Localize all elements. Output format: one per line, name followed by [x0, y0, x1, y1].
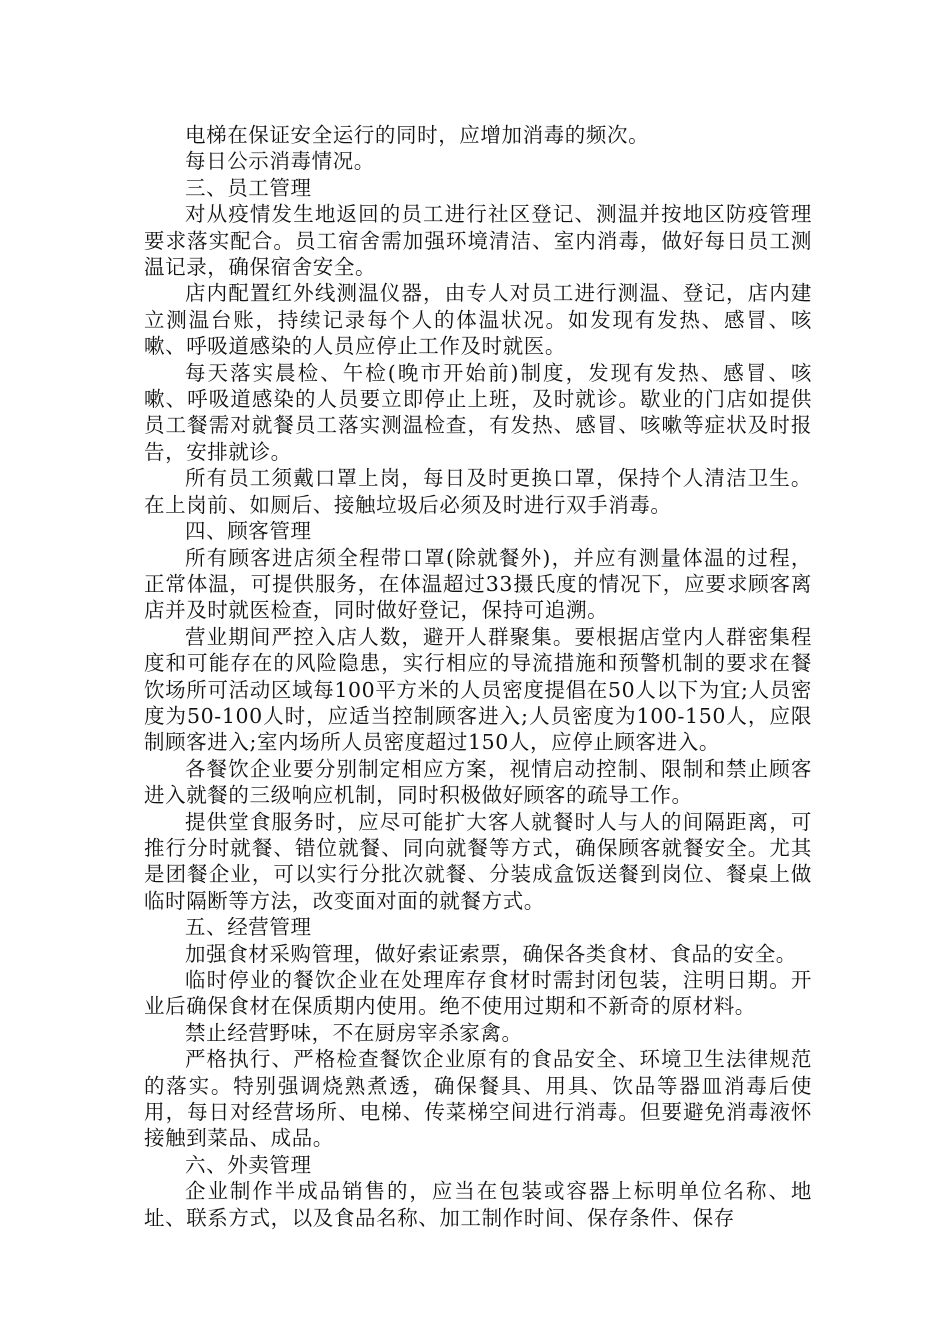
- paragraph-food-safety-rules: 严格执行、严格检查餐饮企业原有的食品安全、环境卫生法律规范的落实。特别强调烧熟煮透，确保餐具、用具、饮品等器皿消毒后使用，每日对经营场所、电梯、传菜梯空间进行消毒。但要避免消毒液怀接触到菜品、成品。: [144, 1047, 812, 1151]
- paragraph-dining-distance: 提供堂食服务时，应尽可能扩大客人就餐时人与人的间隔距离，可推行分时就餐、错位就餐、同向就餐等方式，确保顾客就餐安全。尤其是团餐企业，可以实行分批次就餐、分装成盒饭送餐到岗位、餐桌上做临时隔断等方法，改变面对面的就餐方式。: [144, 809, 812, 913]
- paragraph-wild-game-ban: 禁止经营野味，不在厨房宰杀家禽。: [185, 1020, 523, 1045]
- paragraph-daily-disinfection-notice: 每日公示消毒情况。: [185, 149, 375, 174]
- paragraph-semi-finished-labeling: 企业制作半成品销售的，应当在包装或容器上标明单位名称、地址、联系方式，以及食品名称、加工制作时间、保存条件、保存: [144, 1179, 812, 1230]
- document-body: [144, 122, 812, 1231]
- paragraph-stored-ingredients: 临时停业的餐饮企业在处理库存食材时需封闭包装，注明日期。开业后确保食材在保质期内使用。绝不使用过期和不新奇的原材料。: [144, 968, 812, 1019]
- paragraph-morning-check: 每天落实晨检、午检(晚市开始前)制度，发现有发热、感冒、咳嗽、呼吸道感染的人员要立即停止上班，及时就诊。歇业的门店如提供员工餐需对就餐员工落实测温检查，有发热、感冒、咳嗽等症状及时报告，安排就诊。: [144, 360, 812, 464]
- paragraph-customer-masks: 所有顾客进店须全程带口罩(除就餐外)，并应有测量体温的过程，正常体温，可提供服务，在体温超过33摄氏度的情况下，应要求顾客离店并及时就医检查，同时做好登记，保持可追溯。: [144, 545, 812, 623]
- paragraph-crowd-density: 营业期间严控入店人数，避开人群聚集。要根据店堂内人群密集程度和可能存在的风险隐患，实行相应的导流措施和预警机制的要求在餐饮场所可活动区域每100平方米的人员密度提倡在50人以下为宜;人员密度为50-100人时，应适当控制顾客进入;人员密度为100-150人，应限制顾客进入;室内场所人员密度超过150人，应停止顾客进入。: [144, 624, 812, 755]
- paragraph-returning-staff: 对从疫情发生地返回的员工进行社区登记、测温并按地区防疫管理要求落实配合。员工宿舍需加强环境清洁、室内消毒，做好每日员工测温记录，确保宿舍安全。: [144, 202, 812, 280]
- paragraph-staff-masks: 所有员工须戴口罩上岗，每日及时更换口罩，保持个人清洁卫生。在上岗前、如厕后、接触垃圾后必须及时进行双手消毒。: [144, 466, 812, 517]
- section-heading-takeaway-management: 六、外卖管理: [185, 1152, 312, 1177]
- paragraph-response-mechanism: 各餐饮企业要分别制定相应方案，视情启动控制、限制和禁止顾客进入就餐的三级响应机制，同时积极做好顾客的疏导工作。: [144, 756, 812, 808]
- paragraph-infrared-thermometer: 店内配置红外线测温仪器，由专人对员工进行测温、登记，店内建立测温台账，持续记录每个人的体温状况。如发现有发热、感冒、咳嗽、呼吸道感染的人员应停止工作及时就医。: [144, 281, 812, 359]
- section-heading-operations-management: 五、经营管理: [185, 915, 312, 940]
- section-heading-staff-management: 三、员工管理: [185, 175, 312, 200]
- section-heading-customer-management: 四、顾客管理: [185, 519, 312, 544]
- paragraph-elevator-disinfection: 电梯在保证安全运行的同时，应增加消毒的频次。: [185, 123, 650, 147]
- paragraph-food-procurement: 加强食材采购管理，做好索证索票，确保各类食材、食品的安全。: [185, 941, 797, 966]
